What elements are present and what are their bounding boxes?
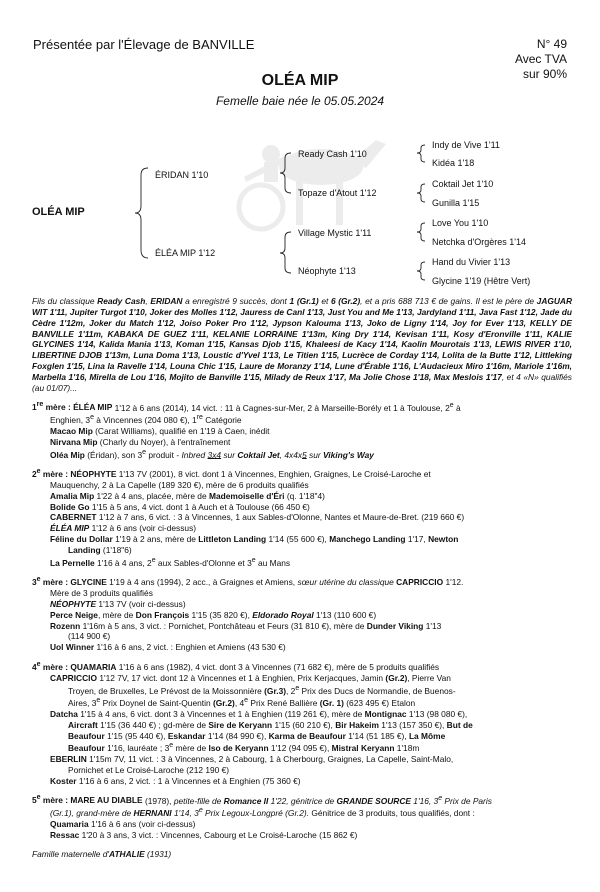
dam-3-produce: Rozenn 1'16m à 5 ans, 3 vict. : Pornichet, Pontchâteau et Feurs (31 810 €), mère de Dunder Viking 1'13 xyxy=(50,620,442,631)
pedigree-gg-4: Gunilla 1'15 xyxy=(432,198,480,208)
dam-1-produce: Nirvana Mip (Charly du Noyer), à l'entraînement xyxy=(50,436,231,447)
catalogue-text xyxy=(32,296,572,859)
dam-2-produce: ÉLÉA MIP 1'12 à 6 ans (voir ci-dessus) xyxy=(50,523,197,534)
dam-5-heading: 5e mère : MARE AU DIABLE (1978), petite-fille de Romance II 1'22, génitrice de GRANDE SOURCE 1'16, 3e Prix de Paris xyxy=(32,794,492,806)
dam-4-produce: EBERLIN 1'15m 7V, 11 vict. : 3 à Vincennes, 2 à Cabourg, 1 à Cherbourg, Graignes, La Capelle, Saint-Malo, xyxy=(50,754,454,765)
dam-4-heading: 4e mère : QUAMARIA 1'16 à 6 ans (1982), 4 vict. dont 3 à Vincennes (71 682 €), mère de 5 produits qualifiés xyxy=(32,661,440,672)
dam-2-produce: Bolide Go 1'15 à 5 ans, 4 vict. dont 1 à Auch et à Toulouse (66 450 €) xyxy=(50,501,310,512)
dam-4-produce-cont: Beaufour 1'15 (95 440 €), Eskandar 1'14 (84 990 €), Karma de Beaufour 1'14 (51 185 €), La Môme xyxy=(68,730,446,741)
pedigree-gg-6: Netchka d'Orgères 1'14 xyxy=(432,237,526,247)
dam-4-produce: CAPRICCIO 1'12 7V, 17 vict. dont 12 à Vincennes et 1 à Enghien, Prix Kerjacques, Jamin (Gr.2), Pierre Van xyxy=(50,672,451,683)
pedigree-gg-3: Coktail Jet 1'10 xyxy=(432,179,494,189)
dam-3-produce: Uol Winner 1'16 à 6 ans, 2 vict. : Enghien et Amiens (43 530 €) xyxy=(50,642,286,653)
dam-4-produce-cont: Aires, 3e Prix Doynel de Saint-Quentin (Gr.2), 4e Prix René Ballière (Gr. 1) (623 495 €) Etalon xyxy=(68,697,416,709)
dam-3-produce: NÉOPHYTE 1'13 7V (voir ci-dessus) xyxy=(50,598,186,609)
dam-3-line-2: Mère de 3 produits qualifiés xyxy=(50,588,153,599)
tva-line-1: Avec TVA xyxy=(514,52,567,66)
dam-5-produce: Ressac 1'20 à 3 ans, 3 vict. : Vincennes, Cabourg et Le Croisé-Laroche (15 862 €) xyxy=(50,829,358,840)
pedigree-dam: ÉLÉA MIP 1'12 xyxy=(155,248,216,258)
pedigree-dam-sire: Village Mystic 1'11 xyxy=(298,228,372,238)
horse-subtitle: Femelle baie née le 05.05.2024 xyxy=(215,94,385,108)
dam-3-produce-cont: (114 900 €) xyxy=(68,631,111,642)
pedigree-subject: OLÉA MIP xyxy=(32,206,85,218)
dam-1-produce: Macao Mip (Carat Williams), qualifié en 1'19 à Caen, inédit xyxy=(50,425,270,436)
tva-line-2: sur 90% xyxy=(522,67,567,81)
dam-4-produce: Koster 1'16 à 6 ans, 2 vict. : 1 à Vincennes et à Enghien (75 360 €) xyxy=(50,775,301,786)
dam-4-produce-cont: Pornichet et Le Croisé-Laroche (212 190 €) xyxy=(68,764,230,775)
dam-2-produce: La Pernelle 1'16 à 4 ans, 2e aux Sables-d'Olonne et 3e au Mans xyxy=(50,556,291,568)
pedigree-gg-7: Hand du Vivier 1'13 xyxy=(432,257,511,267)
pedigree-gg-8: Glycine 1'19 (Hêtre Vert) xyxy=(432,276,531,286)
dam-4-produce-cont: Aircraft 1'15 (36 440 €) ; gd-mère de Sire de Keryann 1'15 (60 210 €), Bir Hakeim 1'13 (157 350 €), But de xyxy=(68,719,473,730)
horse-name: OLÉA MIP xyxy=(261,72,339,89)
dam-2-heading: 2e mère : NÉOPHYTE 1'13 7V (2001), 8 vict. dont 1 à Vincennes, Enghien, Graignes, Le Croisé-Laroche et xyxy=(32,468,431,479)
dam-5-produce: Quamaria 1'16 à 6 ans (voir ci-dessus) xyxy=(50,818,196,829)
pedigree-sire: ÉRIDAN 1'10 xyxy=(155,170,209,180)
dam-4-produce-cont: Troyen, de Bruxelles, Le Prévost de la Moissonnière (Gr.3), 2e Prix des Ducs de Normandie, de Buenos- xyxy=(68,684,456,696)
dam-1-heading: 1re mère : ÉLÉA MIP 1'12 à 6 ans (2014), 14 vict. : 11 à Cagnes-sur-Mer, 2 à Marseille-Borély et 1 à Toulouse, 2e à xyxy=(32,401,461,413)
pedigree-sire-sire: Ready Cash 1'10 xyxy=(298,149,367,159)
pedigree-sire-dam: Topaze d'Atout 1'12 xyxy=(298,188,377,198)
dam-3-produce: Perce Neige, mère de Don François 1'15 (35 820 €), Eldorado Royal 1'13 (110 600 €) xyxy=(50,609,377,620)
dam-5-line-2: (Gr.1), grand-mère de HERNANI 1'14, 3e Prix Legoux-Longpré (Gr.2). Génitrice de 3 produits, tous qualifiés, dont : xyxy=(50,807,475,818)
dam-4-produce-cont: Beaufour 1'16, lauréate ; 3e mère de Iso de Keryann 1'12 (94 095 €), Mistral Keryann 1'18m xyxy=(68,742,420,754)
dam-2-produce: CABERNET 1'12 à 7 ans, 6 vict. : 3 à Vincennes, 1 aux Sables-d'Olonne, Nantes et Maure-de-Bret. (219 660 €) xyxy=(50,512,465,523)
dam-4-produce: Datcha 1'15 à 4 ans, 6 vict. dont 3 à Vincennes et 1 à Enghien (119 261 €), mère de Montignac 1'13 (98 080 €), xyxy=(50,708,468,719)
lot-number: N° 49 xyxy=(536,37,567,51)
dam-3-heading: 3e mère : GLYCINE 1'19 à 4 ans (1994), 2 acc., à Graignes et Amiens, sœur utérine du classique CAPRICCIO 1'12. xyxy=(32,576,464,588)
sire-paragraph: Fils du classique Ready Cash, ERIDAN a enregistré 9 succès, dont 1 (Gr.1) et 6 (Gr.2), et a pris 688 713 € de gains. Il est le père de JAGUAR WIT 1'11, Jupiter Turgot 1'10, Joker des Molles 1'12, Jauress de Canl 1'13, Just You and Me 1'13, Jardyland 1'11, Java Fast 1'12, Jade du Cèdre 1'12m, Joker du Match 1'12, Joiso Poker Pro 1'12, Jypson Kalouma 1'13, Joko de Ligny 1'14, Joy for Ever 1'13, KELLY DE BANVILLE 1'11m, KABAKA DE GUEZ 1'11, KELANIE LORRAINE 1'13m, King Dry 1'14, Kevisan 1'11, Kosy d'Eronville 1'11, KALIE GLYCINES 1'14, Kalida Mania 1'13, Koman 1'15, Kansas Djob 1'15, Khaleesi de Kacy 1'14, Kaolin Mourotais 1'13, LEWIS RIVER 1'10, LIBERTINE DJOB 1'13m, Luna Doma 1'13, Loustic d'Yvel 1'13, Le Titien 1'15, Lucrèce de Corday 1'14, Lolita de la Butte 1'12, Littleking Foxglen 1'15, Lina la Ravelle 1'14, Louna Chic 1'15, Laure de Moranzy 1'14, Lune d'Érable 1'16, L'Audacieux Miro 1'16m, Mariole 1'16m, Marbella 1'16, Mirella de Lou 1'16, Mojito de Banville 1'15, Milady de Reux 1'17, Ma Jolie Chose 1'18, Max Meslois 1'17, et 4 «N» qualifiés (au 01/07)... xyxy=(32,296,573,393)
dam-2-produce: Amalia Mip 1'22 à 4 ans, placée, mère de Mademoiselle d'Éri (q. 1'18"4) xyxy=(50,490,325,501)
maternal-family: Famille maternelle d'ATHALIE (1931) xyxy=(32,848,172,859)
dam-2-produce-cont: Landing (1'18"6) xyxy=(68,544,132,555)
dam-2-line-2: Mauquenchy, 2 à La Capelle (189 320 €), mère de 6 produits qualifiés xyxy=(50,479,309,490)
dam-2-produce: Féline du Dollar 1'19 à 2 ans, mère de Littleton Landing 1'14 (55 600 €), Manchego Landing 1'17, Newton xyxy=(50,534,459,545)
pedigree-dam-dam: Néophyte 1'13 xyxy=(298,266,356,276)
presenter-line: Présentée par l'Élevage de BANVILLE xyxy=(33,37,255,52)
dam-1-produce: Oléa Mip (Éridan), son 3e produit - Inbred 3x4 sur Coktail Jet, 4x4x5 sur Viking's Way xyxy=(50,448,374,460)
pedigree-gg-2: Kidéa 1'18 xyxy=(432,158,475,168)
pedigree-gg-5: Love You 1'10 xyxy=(432,218,489,228)
dam-1-line-2: Enghien, 3e à Vincennes (204 080 €), 1re Catégorie xyxy=(50,414,242,426)
pedigree-gg-1: Indy de Vive 1'11 xyxy=(432,140,500,150)
